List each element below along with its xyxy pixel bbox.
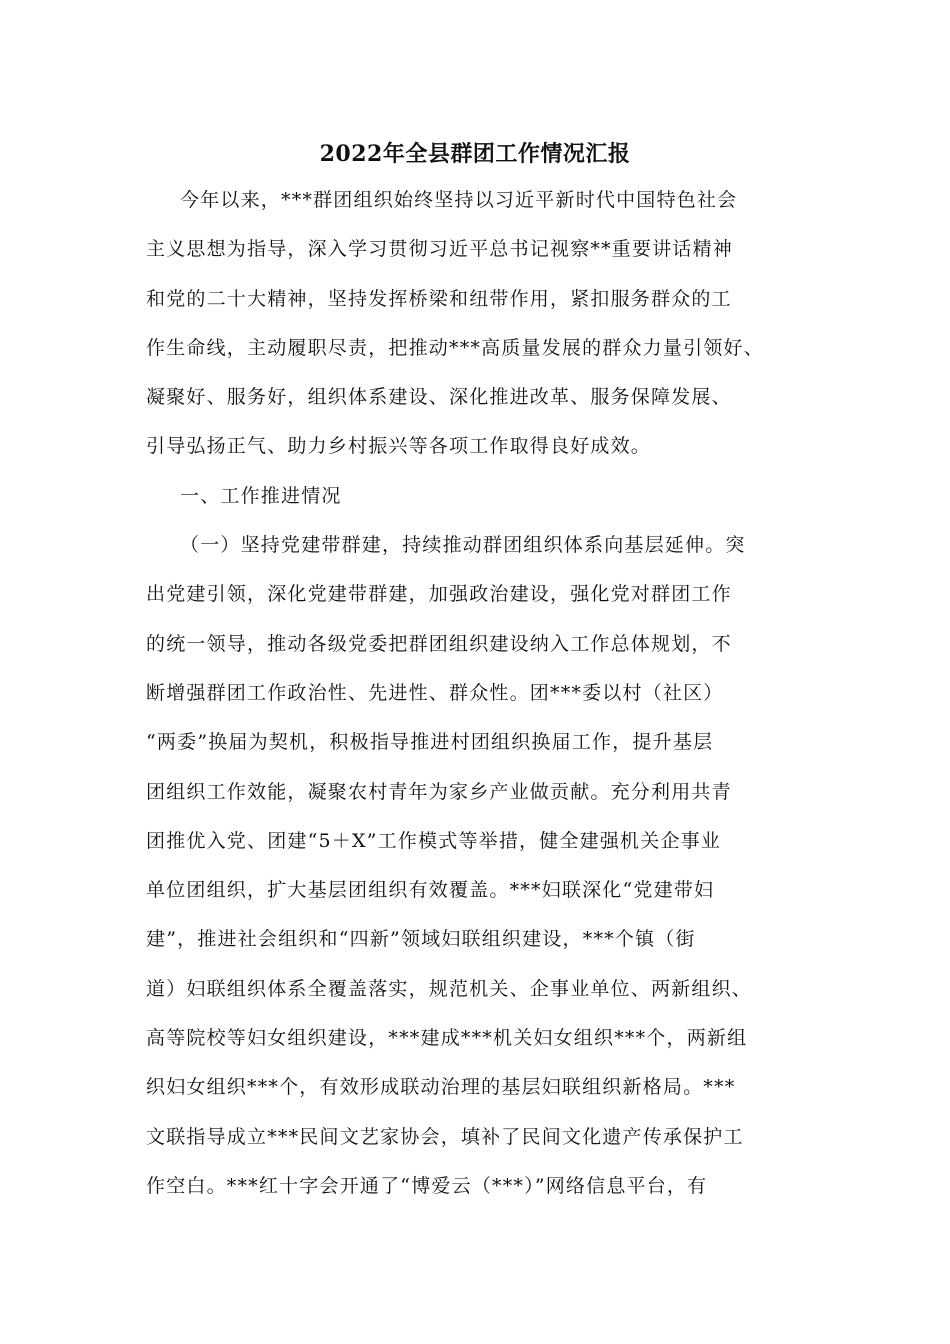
paragraph-line: 出党建引领，深化党建带群建，加强政治建设，强化党对群团工作: [146, 583, 732, 606]
paragraph-line: 团组织工作效能，凝聚农村青年为家乡产业做贡献。充分利用共青: [146, 780, 732, 803]
paragraph-line: 织妇女组织***个，有效形成联动治理的基层妇联组织新格局。***: [146, 1076, 736, 1099]
paragraph-line: 道）妇联组织体系全覆盖落实，规范机关、企事业单位、两新组织、: [146, 977, 753, 1000]
paragraph-line: 的统一领导，推动各级党委把群团组织建设纳入工作总体规划，不: [146, 632, 732, 655]
paragraph-line: 团推优入党、团建“5＋X”工作模式等举措，健全建强机关企事业: [146, 829, 722, 852]
paragraph-line: 作生命线，主动履职尽责，把推动***高质量发展的群众力量引领好、: [146, 336, 764, 359]
paragraph-line: 凝聚好、服务好，组织体系建设、深化推进改革、服务保障发展、: [146, 386, 732, 409]
paragraph-line: 建”，推进社会组织和“四新”领域妇联组织建设，***个镇（街: [146, 928, 696, 951]
paragraph-line: 引导弘扬正气、助力乡村振兴等各项工作取得良好成效。: [146, 435, 652, 458]
paragraph-line: 今年以来，***群团组织始终坚持以习近平新时代中国特色社会: [180, 189, 738, 211]
paragraph-line: 和党的二十大精神，坚持发挥桥梁和纽带作用，紧扣服务群众的工: [146, 287, 732, 310]
paragraph-line: 文联指导成立***民间文艺家协会，填补了民间文化遗产传承保护工: [146, 1125, 744, 1148]
paragraph-line: 主义思想为指导，深入学习贯彻习近平总书记视察**重要讲话精神: [146, 238, 734, 261]
paragraph-line: 高等院校等妇女组织建设，***建成***机关妇女组织***个，两新组: [146, 1027, 748, 1050]
paragraph-line: “两委”换届为契机，积极指导推进村团组织换届工作，提升基层: [146, 731, 714, 754]
paragraph-line: 作空白。***红十字会开通了“博爱云（***）”网络信息平台，有: [146, 1174, 708, 1197]
document-title: 2022年全县群团工作情况汇报: [319, 141, 631, 167]
paragraph-line: 单位团组织，扩大基层团组织有效覆盖。***妇联深化“党建带妇: [146, 879, 715, 902]
document-body: [146, 176, 826, 1211]
paragraph-line: 断增强群团工作政治性、先进性、群众性。团***委以村（社区）: [146, 681, 724, 704]
section-heading: 一、工作推进情况: [180, 484, 342, 507]
paragraph-line: （一）坚持党建带群建，持续推动群团组织体系向基层延伸。突: [180, 534, 746, 557]
